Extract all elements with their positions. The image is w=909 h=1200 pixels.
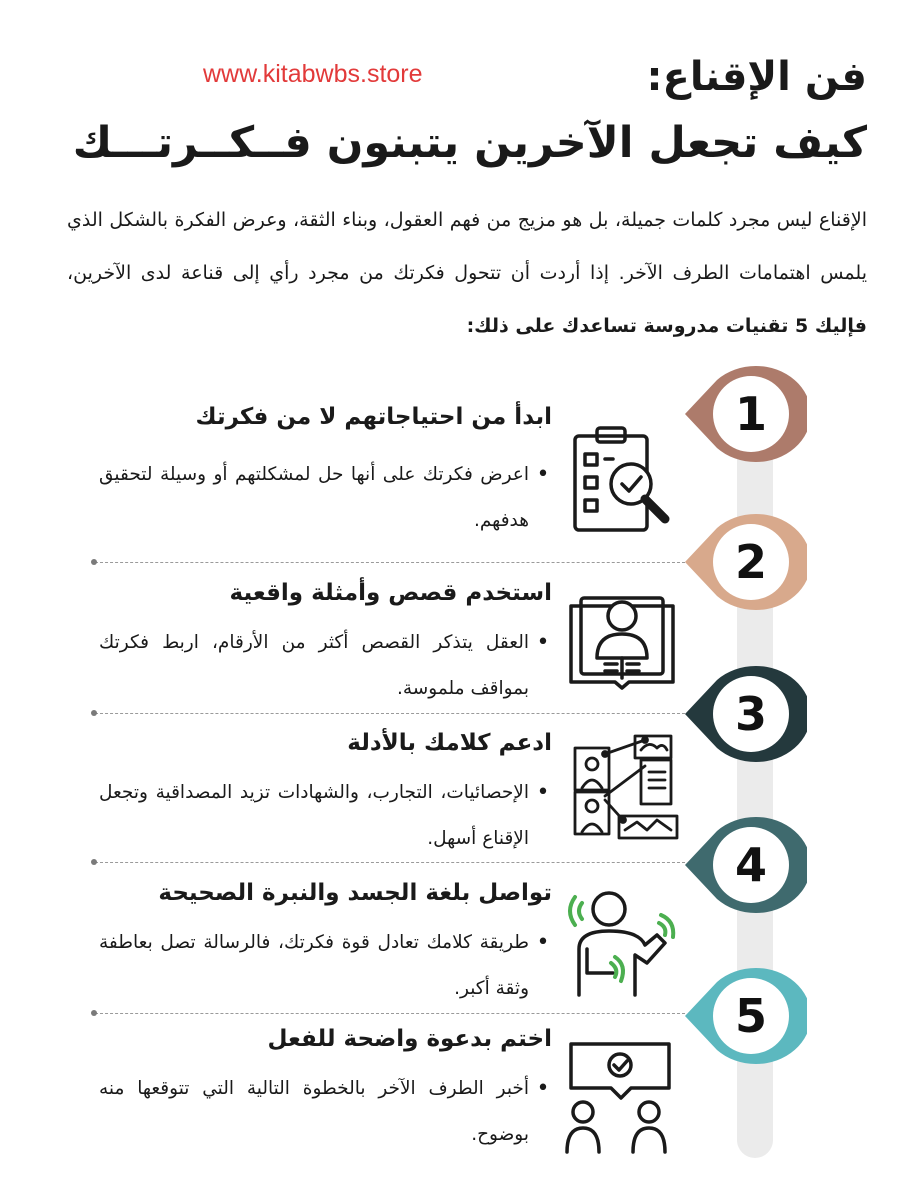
divider-3 xyxy=(95,862,685,863)
step-badge-1 xyxy=(683,366,807,462)
chat-agreement-icon xyxy=(565,1040,680,1155)
step-badge-5 xyxy=(683,968,807,1064)
step-badge-4 xyxy=(683,817,807,913)
step-3-title: ادعم كلامك بالأدلة xyxy=(347,730,552,756)
intro-bold-text: فإليك 5 تقنيات مدروسة تساعدك على ذلك: xyxy=(466,315,867,337)
page-subtitle: كيف تجعل الآخرين يتبنون فــكــرتـــك xyxy=(72,118,867,168)
intro-paragraph xyxy=(67,194,867,353)
step-5-title: اختم بدعوة واضحة للفعل xyxy=(267,1026,552,1052)
step-badge-3-number: 3 xyxy=(734,687,768,741)
page-title: فن الإقناع: xyxy=(646,54,867,100)
step-2-body: العقل يتذكر القصص أكثر من الأرقام، اربط فكرتك بمواقف ملموسة. xyxy=(99,632,529,699)
checklist-magnifier-icon xyxy=(565,422,680,537)
step-5-bullet: • xyxy=(536,1076,550,1101)
step-badge-4-number: 4 xyxy=(734,838,768,892)
website-url: www.kitabwbs.store xyxy=(203,60,423,88)
intro-text: الإقناع ليس مجرد كلمات جميلة، بل هو مزيج من فهم العقول، وبناء الثقة، وعرض الفكرة بالشكل الذي يلمس اهتمامات الطرف الآخر. إذا أردت أن تتحول فكرتك من مجرد رأي إلى قناعة لدى الآخرين، xyxy=(67,209,867,284)
divider-2 xyxy=(95,713,685,714)
step-badge-2-number: 2 xyxy=(734,535,768,589)
step-5-body: أخبر الطرف الآخر بالخطوة التالية التي تتوقعها منه بوضوح. xyxy=(99,1078,529,1145)
divider-1 xyxy=(95,562,685,563)
step-1-title: ابدأ من احتياجاتهم لا من فكرتك xyxy=(195,404,552,430)
step-4-body: طريقة كلامك تعادل قوة فكرتك، فالرسالة تصل بعاطفة وثقة أكبر. xyxy=(99,932,529,999)
step-3-body: الإحصائيات، التجارب، والشهادات تزيد المصداقية وتجعل الإقناع أسهل. xyxy=(99,782,529,849)
step-badge-5-number: 5 xyxy=(734,989,768,1043)
step-2-title: استخدم قصص وأمثلة واقعية xyxy=(229,580,552,606)
step-1-bullet: • xyxy=(536,462,550,487)
step-badge-3 xyxy=(683,666,807,762)
divider-4 xyxy=(95,1013,685,1014)
speaker-gesture-icon xyxy=(565,885,680,1000)
storyteller-book-icon xyxy=(565,578,680,693)
step-4-bullet: • xyxy=(536,930,550,955)
step-1-body: اعرض فكرتك على أنها حل لمشكلتهم أو وسيلة لتحقيق هدفهم. xyxy=(99,464,529,531)
step-badge-1-number: 1 xyxy=(734,387,768,441)
step-3-bullet: • xyxy=(536,780,550,805)
step-badge-2 xyxy=(683,514,807,610)
step-2-bullet: • xyxy=(536,630,550,655)
step-4-title: تواصل بلغة الجسد والنبرة الصحيحة xyxy=(158,880,552,906)
evidence-board-icon xyxy=(565,730,680,845)
